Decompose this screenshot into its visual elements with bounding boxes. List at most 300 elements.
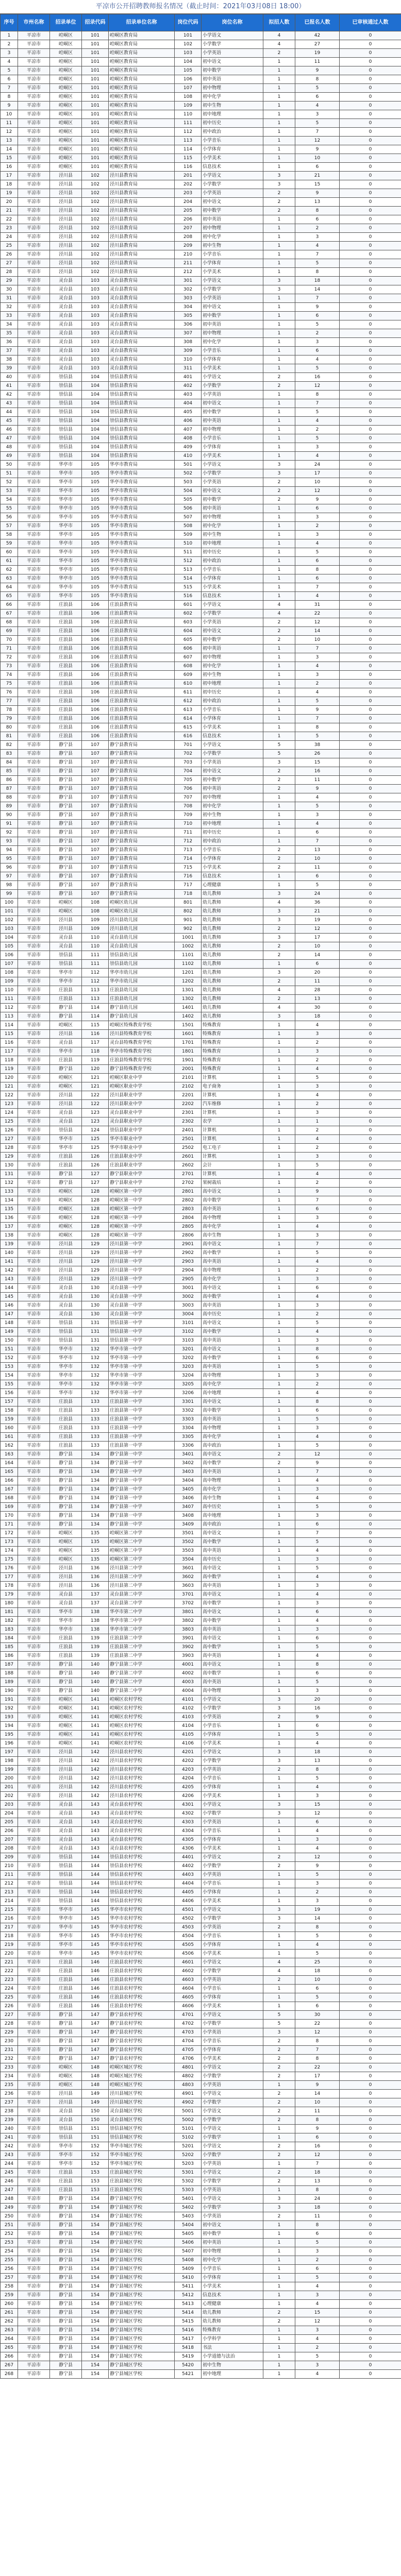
table-cell: 13: [295, 1757, 340, 1766]
table-cell: 灵台县教育局: [109, 277, 175, 285]
table-row: [1, 960, 401, 969]
table-cell: 3301: [175, 1398, 202, 1406]
table-row: [1, 907, 401, 916]
table-cell: 146: [82, 1976, 109, 1985]
table-cell: 静宁县教育局: [109, 785, 175, 793]
table-cell: 0: [340, 163, 401, 172]
table-cell: 崇信县: [50, 391, 82, 399]
table-cell: 85: [1, 767, 18, 776]
table-cell: 0: [340, 1748, 401, 1757]
table-cell: 146: [82, 1958, 109, 1967]
table-cell: 132: [82, 1389, 109, 1398]
table-cell: 灵台县: [50, 320, 82, 329]
table-cell: 140: [82, 1687, 109, 1696]
table-cell: 平凉市: [18, 1871, 50, 1879]
table-cell: 平凉市: [18, 1879, 50, 1888]
table-cell: 2202: [175, 1100, 202, 1109]
table-cell: 0: [340, 2081, 401, 2090]
table-cell: 0: [340, 84, 401, 93]
table-cell: 庄浪县: [50, 1652, 82, 1660]
table-row: [1, 1932, 401, 1941]
table-cell: 0: [340, 2002, 401, 2011]
table-cell: 103: [82, 338, 109, 347]
table-cell: 128: [82, 1188, 109, 1196]
table-cell: 平凉市: [18, 1625, 50, 1634]
table-cell: 257: [1, 2274, 18, 2282]
table-cell: 101: [1, 907, 18, 916]
table-cell: 高中英语: [202, 1415, 263, 1424]
table-cell: 0: [340, 793, 401, 802]
table-cell: 3: [295, 1897, 340, 1906]
table-cell: 150: [82, 2107, 109, 2116]
table-cell: 灵台县: [50, 1836, 82, 1844]
table-row: [1, 732, 401, 741]
table-row: [1, 2151, 401, 2160]
table-cell: 平凉市: [18, 1056, 50, 1065]
table-cell: 平凉市: [18, 1310, 50, 1319]
table-cell: 7: [295, 645, 340, 653]
table-cell: 崆峒区: [50, 49, 82, 58]
table-cell: 5: [263, 2011, 295, 2020]
table-cell: 华亭市特殊教育学校: [109, 1047, 175, 1056]
table-cell: 小学美术: [202, 863, 263, 872]
table-cell: 4501: [175, 1906, 202, 1914]
table-cell: 1: [263, 2291, 295, 2300]
table-cell: 141: [82, 1696, 109, 1704]
table-cell: 4505: [175, 1941, 202, 1950]
table-cell: 静宁县: [50, 2335, 82, 2344]
table-cell: 1: [263, 1660, 295, 1669]
table-cell: 泾川县第一中学: [109, 1266, 175, 1275]
table-cell: 庄浪县教育局: [109, 706, 175, 715]
table-cell: 1101: [175, 951, 202, 960]
table-cell: 208: [175, 233, 202, 242]
table-row: [1, 426, 401, 434]
table-cell: 111: [1, 995, 18, 1004]
table-cell: 0: [340, 715, 401, 723]
table-cell: 23: [1, 224, 18, 233]
table-cell: 0: [340, 899, 401, 907]
table-cell: 120: [1, 1074, 18, 1082]
table-cell: 4: [295, 820, 340, 828]
table-cell: 电子商务: [202, 1082, 263, 1091]
table-cell: 高中英语: [202, 1363, 263, 1371]
table-cell: 1: [263, 1774, 295, 1783]
table-row: [1, 890, 401, 899]
table-cell: 0: [340, 1205, 401, 1214]
table-cell: 0: [340, 1450, 401, 1459]
table-cell: 0: [340, 1713, 401, 1722]
table-cell: 151: [82, 2133, 109, 2142]
table-cell: 3206: [175, 1389, 202, 1398]
table-cell: 102: [82, 233, 109, 242]
table-cell: 0: [340, 583, 401, 592]
table-cell: 47: [1, 434, 18, 443]
table-row: [1, 1739, 401, 1748]
table-cell: 106: [175, 75, 202, 84]
table-cell: 4503: [175, 1923, 202, 1932]
table-row: [1, 277, 401, 285]
table-cell: 97: [1, 872, 18, 881]
table-cell: 灵台县: [50, 2107, 82, 2116]
table-row: [1, 1100, 401, 1109]
table-cell: 109: [82, 916, 109, 925]
table-cell: 107: [82, 890, 109, 899]
table-cell: 2: [263, 618, 295, 627]
table-cell: 崆峒区第二中学: [109, 1538, 175, 1547]
table-row: [1, 2274, 401, 2282]
table-cell: 206: [1, 1827, 18, 1836]
table-row: [1, 1266, 401, 1275]
table-cell: 210: [1, 1862, 18, 1871]
table-cell: 1: [263, 1818, 295, 1827]
table-cell: 306: [175, 320, 202, 329]
table-cell: 华亭市教育局: [109, 539, 175, 548]
table-cell: 小学数学: [202, 382, 263, 391]
table-cell: 123: [82, 1117, 109, 1126]
table-cell: 静宁县: [50, 1678, 82, 1687]
table-cell: 静宁县: [50, 2274, 82, 2282]
table-cell: 0: [340, 1529, 401, 1538]
table-cell: 4: [1, 58, 18, 66]
table-cell: 华亭市农村学校: [109, 1950, 175, 1958]
table-cell: 5: [295, 1415, 340, 1424]
table-cell: 崆峒区幼儿园: [109, 899, 175, 907]
table-cell: 146: [82, 1993, 109, 2002]
table-cell: 泾川县: [50, 198, 82, 207]
table-row: [1, 2317, 401, 2326]
table-cell: 38: [1, 355, 18, 364]
table-cell: 3: [263, 1906, 295, 1914]
table-cell: 5303: [175, 2186, 202, 2195]
table-cell: 庄浪县: [50, 715, 82, 723]
table-cell: 灵台县: [50, 1827, 82, 1836]
table-cell: 3406: [175, 1494, 202, 1503]
table-cell: 小学音乐: [202, 846, 263, 855]
table-cell: 0: [340, 1801, 401, 1809]
table-cell: 4401: [175, 1853, 202, 1862]
table-cell: 高中数学: [202, 1573, 263, 1582]
table-cell: 199: [1, 1766, 18, 1774]
table-cell: 小学体育: [202, 2274, 263, 2282]
table-row: [1, 364, 401, 373]
table-cell: 庄浪县教育局: [109, 645, 175, 653]
table-row: [1, 1030, 401, 1039]
table-row: [1, 417, 401, 426]
table-cell: 146: [1, 1301, 18, 1310]
table-cell: 灵台县教育局: [109, 338, 175, 347]
table-row: [1, 434, 401, 443]
table-cell: 45: [1, 417, 18, 426]
table-cell: 154: [82, 2291, 109, 2300]
table-cell: 平凉市: [18, 224, 50, 233]
table-cell: 初中物理: [202, 513, 263, 522]
table-cell: 1: [263, 294, 295, 303]
table-cell: 0: [340, 119, 401, 128]
table-cell: 4706: [175, 2055, 202, 2063]
table-cell: 0: [340, 452, 401, 461]
table-cell: 小学音乐: [202, 566, 263, 574]
table-cell: 109: [175, 101, 202, 110]
table-cell: 庄浪县教育局: [109, 618, 175, 627]
table-cell: 庄浪县农村学校: [109, 2002, 175, 2011]
table-cell: 0: [340, 1547, 401, 1555]
table-cell: 3: [295, 1582, 340, 1590]
table-cell: 141: [82, 1739, 109, 1748]
table-cell: 1: [263, 1827, 295, 1836]
table-cell: 崇信县: [50, 382, 82, 391]
table-cell: 129: [82, 1258, 109, 1266]
table-cell: 崇信县教育局: [109, 408, 175, 417]
table-cell: 平凉市: [18, 1117, 50, 1126]
table-cell: 灵台县: [50, 1844, 82, 1853]
table-cell: 小学数学: [202, 609, 263, 618]
table-cell: 2: [263, 382, 295, 391]
table-cell: 0: [340, 1766, 401, 1774]
table-cell: 静宁县城区学校: [109, 2230, 175, 2239]
table-cell: 12: [295, 382, 340, 391]
table-cell: 1: [263, 688, 295, 697]
table-cell: 华亭市幼儿园: [109, 969, 175, 977]
table-cell: 庄浪县农村学校: [109, 1993, 175, 2002]
table-cell: 静宁县教育局: [109, 758, 175, 767]
table-cell: 计算机: [202, 1170, 263, 1179]
table-cell: 703: [175, 758, 202, 767]
table-cell: 1: [263, 1249, 295, 1258]
table-cell: 1: [263, 1844, 295, 1853]
table-cell: 1: [263, 1687, 295, 1696]
table-cell: 0: [340, 1135, 401, 1144]
table-cell: 小学数学: [202, 1809, 263, 1818]
table-cell: 计算机: [202, 1126, 263, 1135]
table-cell: 华亭市: [50, 557, 82, 566]
table-cell: 101: [82, 137, 109, 145]
table-cell: 初中数学: [202, 207, 263, 215]
table-cell: 平凉市: [18, 1319, 50, 1328]
table-cell: 华亭市第一中学: [109, 1345, 175, 1354]
table-cell: 平凉市: [18, 242, 50, 250]
table-cell: 5413: [175, 2300, 202, 2309]
table-cell: 平凉市: [18, 2160, 50, 2168]
table-cell: 4: [295, 1941, 340, 1950]
table-cell: 0: [340, 1240, 401, 1249]
table-cell: 平凉市: [18, 2063, 50, 2072]
table-cell: 初中生物: [202, 242, 263, 250]
table-cell: 庄浪县教育局: [109, 723, 175, 732]
table-row: [1, 1678, 401, 1687]
table-row: [1, 1450, 401, 1459]
table-cell: 1: [263, 1512, 295, 1520]
table-cell: 华亭市: [50, 592, 82, 601]
table-cell: 平凉市: [18, 1109, 50, 1117]
table-cell: 3: [295, 2326, 340, 2335]
table-cell: 0: [340, 1932, 401, 1941]
table-cell: 8: [1, 93, 18, 101]
table-cell: 崇信县教育局: [109, 399, 175, 408]
table-cell: 102: [175, 40, 202, 49]
table-cell: 9: [295, 303, 340, 312]
table-row: [1, 2133, 401, 2142]
table-cell: 106: [82, 662, 109, 671]
table-cell: 0: [340, 355, 401, 364]
table-cell: 124: [1, 1109, 18, 1117]
table-cell: 崇信县: [50, 1862, 82, 1871]
table-cell: 4: [295, 1258, 340, 1266]
table-cell: 1: [263, 1617, 295, 1625]
table-cell: 3503: [175, 1547, 202, 1555]
table-cell: 0: [340, 2046, 401, 2055]
table-cell: 1: [263, 539, 295, 548]
table-row: [1, 2221, 401, 2230]
table-cell: 101: [82, 75, 109, 84]
table-cell: 平凉市: [18, 1275, 50, 1284]
table-cell: 华亭市幼儿园: [109, 977, 175, 986]
table-cell: 7: [295, 399, 340, 408]
table-cell: 0: [340, 907, 401, 916]
table-cell: 华亭市: [50, 1135, 82, 1144]
table-cell: 静宁县: [50, 1687, 82, 1696]
table-cell: 5: [295, 1249, 340, 1258]
table-cell: 1: [263, 2274, 295, 2282]
table-cell: 平凉市: [18, 1345, 50, 1354]
table-cell: 静宁县城区学校: [109, 2291, 175, 2300]
table-cell: 154: [82, 2282, 109, 2291]
table-cell: 3201: [175, 1345, 202, 1354]
table-cell: 3403: [175, 1468, 202, 1477]
table-cell: 平凉市: [18, 872, 50, 881]
table-cell: 平凉市: [18, 1012, 50, 1021]
table-cell: 224: [1, 1985, 18, 1993]
table-cell: 崇信县农村学校: [109, 1888, 175, 1897]
table-cell: 崆峒区: [50, 1188, 82, 1196]
table-cell: 3: [263, 1809, 295, 1818]
table-cell: 静宁县: [50, 2037, 82, 2046]
table-cell: 106: [82, 732, 109, 741]
table-cell: 4506: [175, 1950, 202, 1958]
table-cell: 平凉市: [18, 347, 50, 355]
table-cell: 1: [263, 645, 295, 653]
table-cell: 华亭市第一中学: [109, 1389, 175, 1398]
table-row: [1, 2063, 401, 2072]
table-cell: 134: [82, 1477, 109, 1485]
table-row: [1, 1643, 401, 1652]
table-cell: 静宁县城区学校: [109, 2309, 175, 2317]
table-cell: 崆峒区: [50, 84, 82, 93]
table-row: [1, 2072, 401, 2081]
table-cell: 灵台县农村学校: [109, 1801, 175, 1809]
table-cell: 小学美术: [202, 1950, 263, 1958]
page-title: 平凉市公开招聘教师报名情况（截止时间：2021年03月08日 18:00）: [0, 0, 401, 14]
table-cell: 崇信县幼儿园: [109, 951, 175, 960]
table-cell: 静宁县: [50, 2239, 82, 2247]
table-cell: 4603: [175, 1976, 202, 1985]
table-cell: 1401: [175, 1004, 202, 1012]
table-cell: 106: [82, 671, 109, 680]
table-cell: 华亭市: [50, 478, 82, 487]
table-cell: 3803: [175, 1625, 202, 1634]
table-cell: 华亭市: [50, 969, 82, 977]
table-cell: 2: [263, 925, 295, 934]
table-cell: 157: [1, 1398, 18, 1406]
table-cell: 103: [82, 364, 109, 373]
table-cell: 1: [263, 1529, 295, 1538]
table-cell: 华亭市第二中学: [109, 1625, 175, 1634]
table-cell: 0: [340, 881, 401, 890]
table-cell: 幼儿教师: [202, 969, 263, 977]
table-row: [1, 1109, 401, 1117]
table-cell: 116: [175, 163, 202, 172]
table-cell: 初中英语: [202, 417, 263, 426]
table-cell: 小学数学: [202, 1862, 263, 1871]
table-cell: 2: [295, 2256, 340, 2265]
table-cell: 0: [340, 1871, 401, 1879]
table-cell: 4: [263, 609, 295, 618]
table-cell: 510: [175, 539, 202, 548]
column-header: 已审核通过人数: [340, 14, 401, 31]
table-row: [1, 233, 401, 242]
table-row: [1, 1363, 401, 1371]
table-cell: 小学英语: [202, 49, 263, 58]
table-row: [1, 1520, 401, 1529]
table-cell: 高中英语: [202, 1625, 263, 1634]
table-cell: 702: [175, 750, 202, 758]
table-cell: 华亭市: [50, 531, 82, 539]
table-cell: 1: [263, 1941, 295, 1950]
table-cell: 2: [295, 1056, 340, 1065]
table-cell: 0: [340, 723, 401, 732]
table-cell: 715: [175, 863, 202, 872]
table-cell: 平凉市: [18, 504, 50, 513]
table-cell: 206: [175, 215, 202, 224]
table-row: [1, 969, 401, 977]
table-cell: 105: [82, 504, 109, 513]
table-cell: 3: [263, 1757, 295, 1766]
table-cell: 崇信县: [50, 1871, 82, 1879]
table-cell: 116: [1, 1039, 18, 1047]
table-cell: 灵台县第一中学: [109, 1284, 175, 1293]
table-cell: 泾川县幼儿园: [109, 925, 175, 934]
table-cell: 平凉市: [18, 75, 50, 84]
table-row: [1, 2125, 401, 2133]
table-cell: 初中数学: [202, 66, 263, 75]
table-cell: 6: [295, 1284, 340, 1293]
table-cell: 1: [263, 583, 295, 592]
table-cell: 5101: [175, 2125, 202, 2133]
table-cell: 小学语文: [202, 1748, 263, 1757]
table-cell: 4002: [175, 1669, 202, 1678]
table-cell: 平凉市: [18, 1380, 50, 1389]
table-cell: 2: [263, 207, 295, 215]
table-cell: 崇信县城区学校: [109, 2133, 175, 2142]
table-cell: 5: [295, 2352, 340, 2361]
table-cell: 0: [340, 1266, 401, 1275]
table-cell: 4802: [175, 2072, 202, 2081]
table-cell: 0: [340, 1599, 401, 1608]
table-cell: 灵台县农村学校: [109, 1827, 175, 1836]
table-cell: 灵台县教育局: [109, 285, 175, 294]
table-cell: 0: [340, 172, 401, 180]
table-cell: 平凉市: [18, 1914, 50, 1923]
table-cell: 3902: [175, 1643, 202, 1652]
table-cell: 灵台县: [50, 285, 82, 294]
table-row: [1, 1879, 401, 1888]
table-cell: 31: [295, 601, 340, 609]
table-cell: 1: [263, 1196, 295, 1205]
table-cell: 崇信县第一中学: [109, 1336, 175, 1345]
table-cell: 2: [263, 2063, 295, 2072]
table-cell: 小学语文: [202, 277, 263, 285]
table-cell: 0: [340, 1827, 401, 1836]
